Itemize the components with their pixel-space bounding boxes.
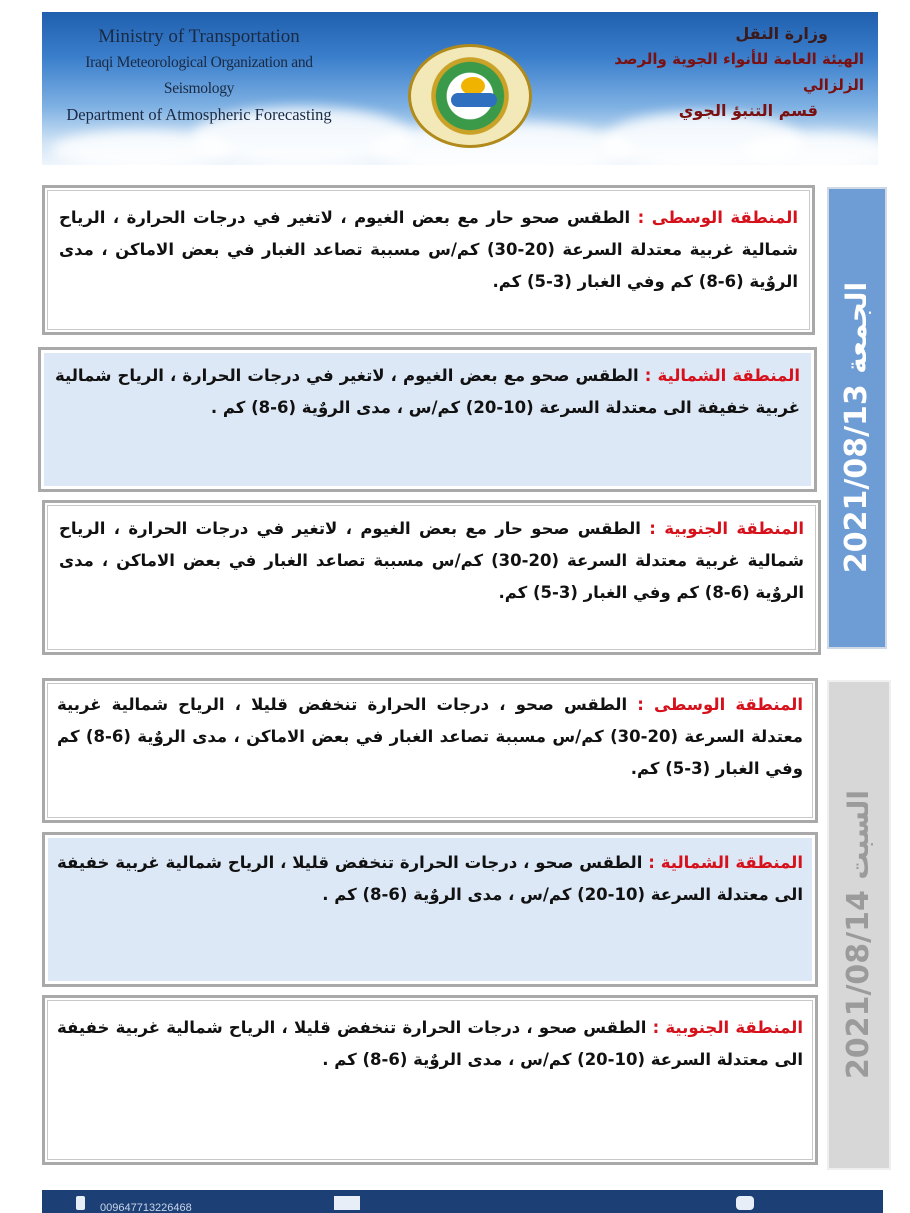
- logo-cloud: [451, 93, 497, 107]
- region-label: المنطقة الجنوبية :: [652, 1018, 803, 1037]
- header-banner: [42, 12, 878, 165]
- forecast-box-day1-central: [42, 185, 815, 335]
- forecast-box-day2-south: [42, 995, 818, 1165]
- region-label: المنطقة الشمالية :: [648, 853, 804, 872]
- day2-date-band: [827, 680, 891, 1170]
- day2-date-label: [842, 771, 877, 1078]
- region-label: المنطقة الشمالية :: [644, 366, 801, 385]
- day2-weekday: السبت: [842, 789, 876, 880]
- forecast-text: الطقس صحو حار مع بعض الغيوم ، لاتغير في درجات الحرارة ، الرياح شمالية غربية معتدلة السرعة (20-30) كم/س مسببة تصاعد الغبار في بعض الاماكن ، مدى الروٌية (6-8) كم وفي الغبار (3-5) كم.: [59, 519, 804, 602]
- forecast-text: الطقس صحو ، درجات الحرارة تنخفض قليلا ، الرياح شمالية غربية خفيفة الى معتدلة السرعة (10-20) كم/س ، مدى الروٌية (6-8) كم .: [57, 853, 803, 904]
- ministry-name-en: Ministry of Transportation: [98, 26, 300, 47]
- english-heading: [54, 24, 344, 128]
- department-name-ar: قسم التنبؤ الجوي: [678, 101, 818, 120]
- forecast-box-day2-north: [42, 832, 818, 987]
- footer-phone: 009647713226468: [100, 1202, 192, 1213]
- department-name-en: Department of Atmospheric Forecasting: [66, 105, 332, 124]
- day1-weekday: الجمعة: [840, 281, 874, 374]
- meteorological-seal-icon: [408, 44, 532, 148]
- forecast-text: الطقس صحو مع بعض الغيوم ، لاتغير في درجات الحرارة ، الرياح شمالية غربية خفيفة الى معتدلة السرعة (10-20) كم/س ، مدى الروٌية (6-8) كم .: [55, 366, 800, 417]
- region-label: المنطقة الوسطى :: [637, 208, 798, 227]
- day1-date-label: [840, 263, 875, 572]
- forecast-text: الطقس صحو حار مع بعض الغيوم ، لاتغير في درجات الحرارة ، الرياح شمالية غربية معتدلة السرعة (20-30) كم/س مسببة تصاعد الغبار في بعض الاماكن ، مدى الروٌية (6-8) كم وفي الغبار (3-5) كم.: [59, 208, 798, 291]
- ministry-name-ar: وزارة النقل: [735, 24, 828, 43]
- region-label: المنطقة الجنوبية :: [649, 519, 804, 538]
- skype-icon: [736, 1196, 754, 1210]
- day1-date-band: [827, 187, 887, 649]
- arabic-heading: [604, 22, 864, 124]
- forecast-text: الطقس صحو ، درجات الحرارة تنخفض قليلا ، الرياح شمالية غربية معتدلة السرعة (20-30) كم/س مسببة تصاعد الغبار في بعض الاماكن ، مدى الروٌية (6-8) كم وفي الغبار (3-5) كم.: [57, 695, 803, 778]
- phone-icon: [76, 1196, 85, 1210]
- forecast-box-day1-north: [38, 347, 817, 492]
- region-label: المنطقة الوسطى :: [637, 695, 803, 714]
- organization-name-ar: الهيئة العامة للأنواء الجوية والرصد الزلزالي: [614, 50, 864, 94]
- forecast-text: الطقس صحو ، درجات الحرارة تنخفض قليلا ، الرياح شمالية غربية خفيفة الى معتدلة السرعة (10-20) كم/س ، مدى الروٌية (6-8) كم .: [57, 1018, 803, 1069]
- forecast-box-day1-south: [42, 500, 821, 655]
- footer-bar: [42, 1190, 883, 1213]
- organization-name-en: Iraqi Meteorological Organization and Seismology: [85, 54, 313, 97]
- email-icon: [334, 1196, 360, 1210]
- day1-date: 2021/08/13: [839, 383, 875, 573]
- day2-date: 2021/08/14: [841, 889, 877, 1079]
- forecast-box-day2-central: [42, 678, 818, 823]
